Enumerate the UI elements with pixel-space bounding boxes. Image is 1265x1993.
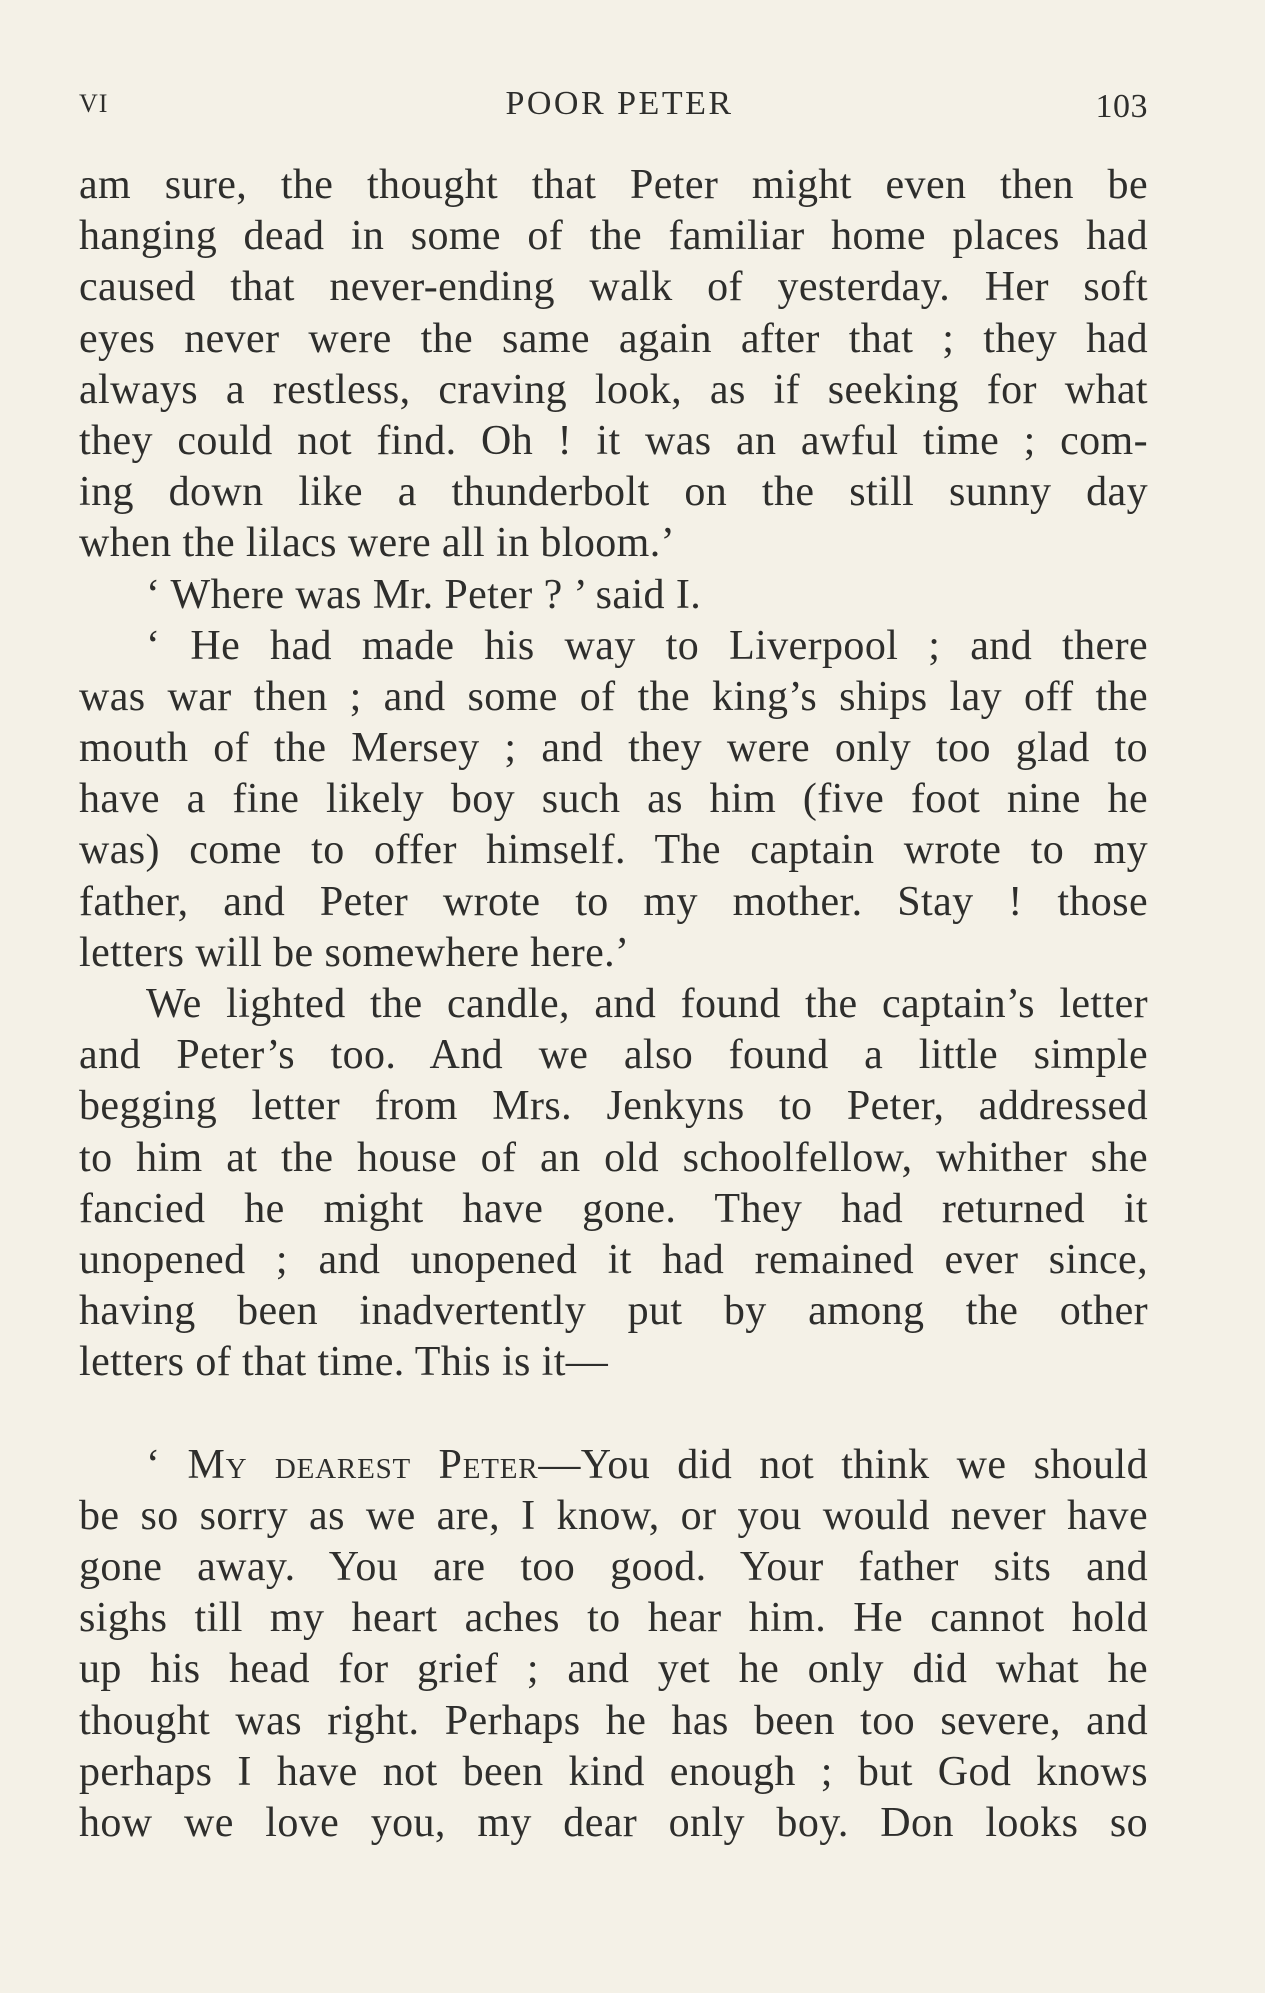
text-line — [79, 1440, 1148, 1491]
text-line: be so sorry as we are, I know, or you would never have — [79, 1492, 1148, 1539]
running-title: POOR PETER — [505, 85, 734, 122]
text-line: when the lilacs were all in bloom.’ — [79, 520, 675, 567]
text-line: eyes never were the same again after that ; they had — [79, 315, 1148, 362]
text-line: sighs till my heart aches to hear him. He cannot hold — [79, 1595, 1148, 1642]
text-line: ‘ Where was Mr. Peter ? ’ said I. — [146, 571, 702, 618]
text-line: am sure, the thought that Peter might even then be — [79, 162, 1148, 208]
text-line: letters will be somewhere here.’ — [79, 929, 630, 976]
text-line: mouth of the Mersey ; and they were only too glad to — [79, 725, 1148, 772]
letter-salutation: My dearest Peter — [187, 1441, 539, 1488]
text-line: begging letter from Mrs. Jenkyns to Peter, addressed — [79, 1083, 1148, 1130]
page-number: 103 — [1095, 88, 1148, 125]
text-line: father, and Peter wrote to my mother. Stay ! those — [79, 878, 1148, 925]
running-header — [79, 82, 1148, 126]
paragraph — [79, 979, 1148, 1389]
text-line: was) come to offer himself. The captain wrote to my — [79, 827, 1148, 874]
text-line: have a fine likely boy such as him (five foot nine he — [79, 776, 1148, 823]
text-line: having been inadvertently put by among the other — [79, 1288, 1148, 1335]
text-line: to him at the house of an old schoolfellow, whither she — [79, 1134, 1148, 1181]
text-line: up his head for grief ; and yet he only did what he — [79, 1646, 1148, 1693]
text-line: letters of that time. This is it— — [79, 1339, 609, 1386]
text-line: and Peter’s too. And we also found a little simple — [79, 1032, 1148, 1079]
text-line: We lighted the candle, and found the captain’s letter — [146, 981, 1148, 1027]
text-line: they could not find. Oh ! it was an awful time ; com- — [79, 417, 1148, 464]
chapter-number: VI — [79, 89, 109, 118]
text-line: was war then ; and some of the king’s ships lay off the — [79, 673, 1148, 720]
opening-quote: ‘ — [146, 1441, 188, 1488]
text-line: hanging dead in some of the familiar home places had — [79, 213, 1148, 260]
paragraph — [79, 570, 1148, 621]
text-line: unopened ; and unopened it had remained ever since, — [79, 1236, 1148, 1283]
letter-paragraph — [79, 1440, 1148, 1850]
text-line: perhaps I have not been kind enough ; but God knows — [79, 1748, 1148, 1795]
letter-first-line-text: —You did not think we should — [538, 1441, 1148, 1488]
text-line: gone away. You are too good. Your father sits and — [79, 1544, 1148, 1591]
text-line: always a restless, craving look, as if seeking for what — [79, 366, 1148, 413]
body-text — [79, 160, 1148, 1849]
text-line: ‘ He had made his way to Liverpool ; and there — [146, 622, 1148, 669]
text-line: how we love you, my dear only boy. Don looks so — [79, 1800, 1148, 1846]
text-line: thought was right. Perhaps he has been too severe, and — [79, 1697, 1148, 1744]
paragraph — [79, 160, 1148, 570]
text-line: caused that never-ending walk of yesterday. Her soft — [79, 264, 1148, 311]
paragraph — [79, 621, 1148, 979]
text-line: ing down like a thunderbolt on the still sunny day — [79, 469, 1148, 516]
text-line: fancied he might have gone. They had returned it — [79, 1185, 1148, 1232]
